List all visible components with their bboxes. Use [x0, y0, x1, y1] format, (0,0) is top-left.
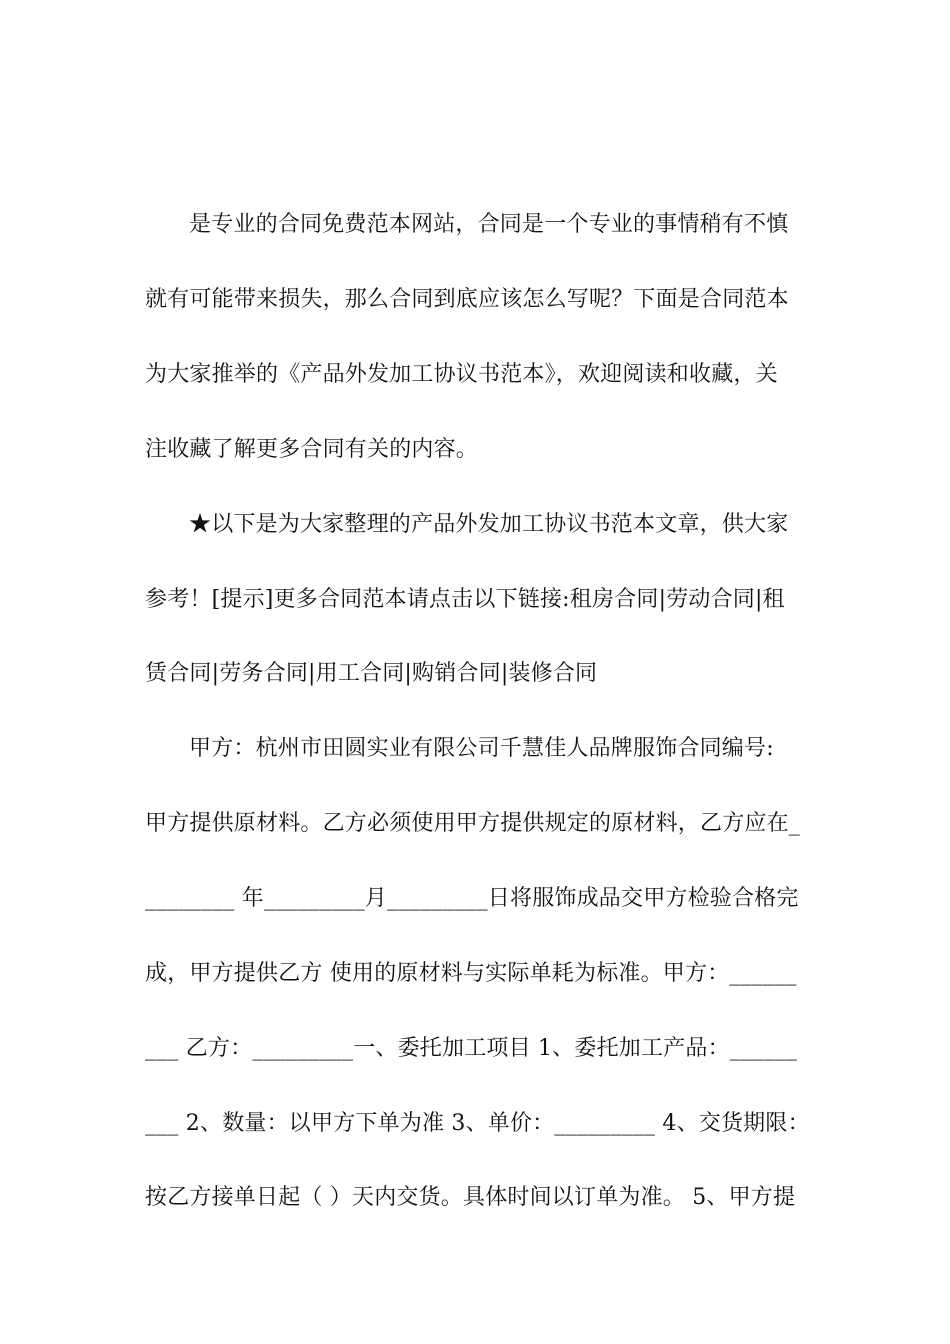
paragraph-line: 甲方提供原材料。乙方必须使用甲方提供规定的原材料，乙方应在_: [145, 811, 801, 836]
paragraph-line: 成，甲方提供乙方 使用的原材料与实际单耗为标准。甲方：______: [145, 961, 797, 986]
paragraph-line: 赁合同|劳务合同|用工合同|购销合同|装修合同: [145, 661, 598, 686]
paragraph-line: ___ 2、数量：以甲方下单为准 3、单价：_________ 4、交货期限：: [145, 1111, 810, 1136]
paragraph-line: 注收藏了解更多合同有关的内容。: [145, 437, 479, 462]
paragraph-line: 为大家推举的《产品外发加工协议书范本》，欢迎阅读和收藏，关: [145, 362, 778, 387]
paragraph-line: 就有可能带来损失，那么合同到底应该怎么写呢？下面是合同范本: [145, 287, 789, 312]
paragraph-line: ★以下是为大家整理的产品外发加工协议书范本文章，供大家: [189, 512, 789, 537]
paragraph-line: 参考！[提示]更多合同范本请点击以下链接:租房合同|劳动合同|租: [145, 587, 785, 612]
paragraph-line: 是专业的合同免费范本网站，合同是一个专业的事情稍有不慎: [189, 212, 789, 237]
paragraph-line: ________ 年_________月_________日将服饰成品交甲方检验合格完: [145, 886, 799, 911]
paragraph-line: 按乙方接单日起（ ）天内交货。具体时间以订单为准。 5、甲方提: [145, 1185, 796, 1210]
paragraph-line: ___ 乙方：_________一、委托加工项目 1、委托加工产品：______: [145, 1036, 797, 1061]
paragraph-line: 甲方：杭州市田圆实业有限公司千慧佳人品牌服饰合同编号:: [189, 736, 774, 761]
